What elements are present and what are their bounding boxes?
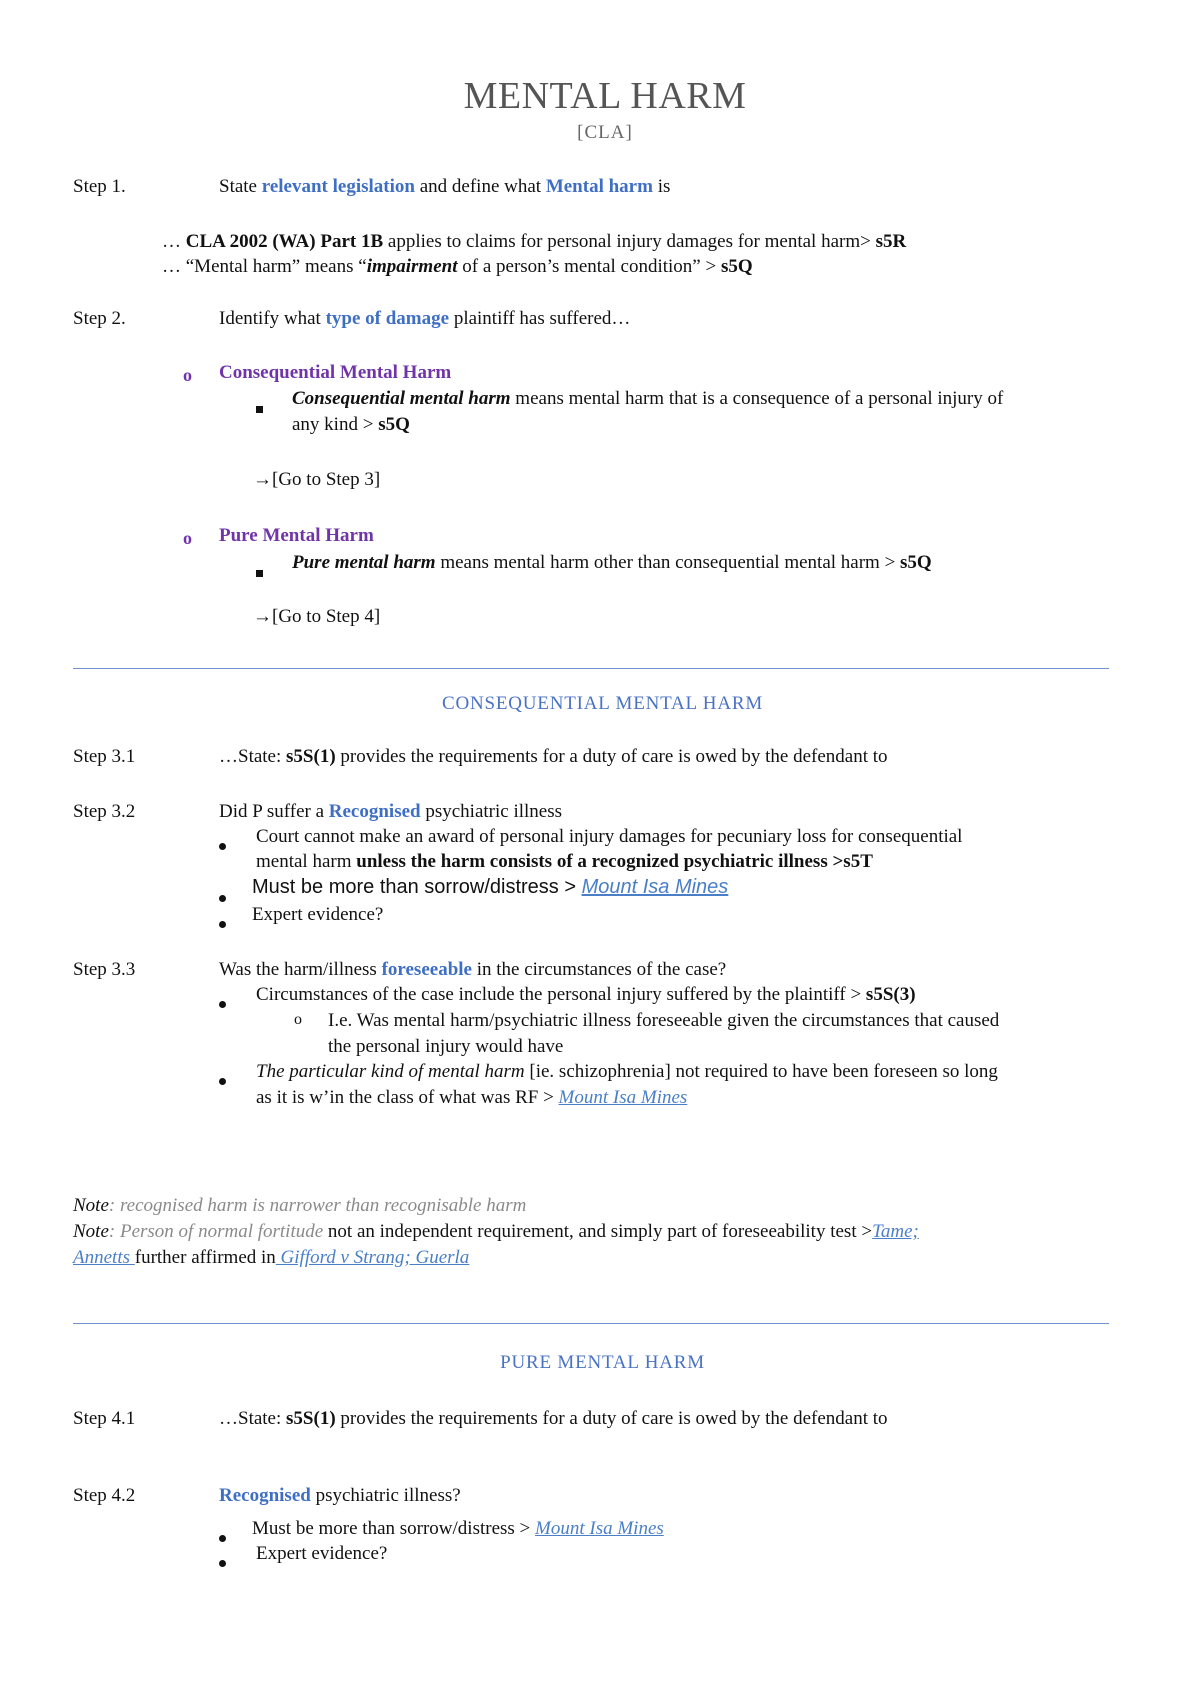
step-3-2-text: Did P suffer a Recognised psychiatric illness [219, 801, 563, 822]
section-divider [73, 1323, 1109, 1324]
step-4-2-text: Recognised psychiatric illness? [219, 1485, 461, 1506]
goto-step-4: →[Go to Step 4] [253, 606, 381, 627]
pure-definition: Pure mental harm means mental harm other than consequential mental harm > s5Q [292, 552, 932, 573]
pure-section-heading: PURE MENTAL HARM [500, 1352, 705, 1373]
step-2-label: Step 2. [73, 308, 126, 329]
step-4-1-text: …State: s5S(1) provides the requirements for a duty of care is owed by the defendant to [219, 1408, 888, 1429]
square-bullet-icon [256, 397, 263, 419]
step-3-1-text: …State: s5S(1) provides the requirements for a duty of care is owed by the defendant to [219, 746, 888, 767]
dot-bullet-icon [219, 992, 226, 1014]
step-1-line-1: … CLA 2002 (WA) Part 1B applies to claims for personal injury damages for mental harm> s5R [162, 231, 907, 252]
circle-bullet-icon: o [183, 365, 192, 385]
page-subtitle: [CLA] [577, 122, 633, 143]
consequential-definition-line-1: Consequential mental harm means mental harm that is a consequence of a personal injury of [292, 388, 1004, 409]
tame-link[interactable]: Tame; [872, 1221, 919, 1242]
step-3-2-bullet-1-line-1: Court cannot make an award of personal injury damages for pecuniary loss for consequential [256, 826, 963, 847]
goto-step-3: →[Go to Step 3] [253, 469, 381, 490]
step-1-text: State relevant legislation and define what Mental harm is [219, 176, 671, 197]
circle-bullet-icon: o [183, 528, 192, 548]
section-divider [73, 668, 1109, 669]
consequential-definition-line-2: any kind > s5Q [292, 414, 410, 435]
page-title: MENTAL HARM [463, 75, 747, 117]
gifford-v-strang-link[interactable]: Gifford v Strang; Guerla [275, 1247, 470, 1268]
consequential-section-heading: CONSEQUENTIAL MENTAL HARM [441, 693, 764, 714]
dot-bullet-icon [219, 834, 226, 856]
note-2-line-1: Note: Person of normal fortitude not an independent requirement, and simply part of foreseeability test >Tame; [73, 1221, 919, 1242]
mount-isa-mines-link[interactable]: Mount Isa Mines [535, 1518, 664, 1539]
dot-bullet-icon [219, 912, 226, 934]
mount-isa-mines-link[interactable]: Mount Isa Mines [581, 876, 729, 898]
step-2-text: Identify what type of damage plaintiff has suffered… [219, 308, 631, 329]
consequential-heading: Consequential Mental Harm [219, 362, 452, 383]
step-3-3-sub-line-2: the personal injury would have [328, 1036, 564, 1057]
step-3-3-bullet-1: Circumstances of the case include the personal injury suffered by the plaintiff > s5S(3) [256, 984, 916, 1005]
step-3-3-bullet-2-line-2: as it is w’in the class of what was RF > Mount Isa Mines [256, 1087, 688, 1108]
annetts-link[interactable]: Annetts [73, 1247, 135, 1268]
step-3-2-label: Step 3.2 [73, 801, 136, 822]
mount-isa-mines-link[interactable]: Mount Isa Mines [558, 1087, 688, 1108]
step-3-3-label: Step 3.3 [73, 959, 136, 980]
hollow-bullet-icon: o [294, 1011, 302, 1028]
step-1-line-2: … “Mental harm” means “impairment of a person’s mental condition” > s5Q [162, 256, 753, 277]
step-3-1-label: Step 3.1 [73, 746, 136, 767]
square-bullet-icon [256, 561, 263, 583]
dot-bullet-icon [219, 1069, 226, 1091]
step-3-2-bullet-3: Expert evidence? [252, 904, 384, 925]
step-4-2-label: Step 4.2 [73, 1485, 136, 1506]
step-4-2-bullet-1: Must be more than sorrow/distress > Mount Isa Mines [252, 1518, 664, 1539]
dot-bullet-icon [219, 1551, 226, 1573]
step-3-3-sub-line-1: I.e. Was mental harm/psychiatric illness foreseeable given the circumstances that caused [328, 1010, 1000, 1031]
step-3-3-bullet-2-line-1: The particular kind of mental harm [ie. schizophrenia] not required to have been foreseen so long [256, 1061, 998, 1082]
pure-heading: Pure Mental Harm [219, 525, 374, 546]
note-1: Note: recognised harm is narrower than recognisable harm [73, 1195, 527, 1216]
step-4-1-label: Step 4.1 [73, 1408, 136, 1429]
step-1-label: Step 1. [73, 176, 126, 197]
dot-bullet-icon [219, 1526, 226, 1548]
step-3-3-text: Was the harm/illness foreseeable in the circumstances of the case? [219, 959, 727, 980]
step-4-2-bullet-2: Expert evidence? [256, 1543, 388, 1564]
step-3-2-bullet-1-line-2: mental harm unless the harm consists of a recognized psychiatric illness >s5T [256, 851, 873, 872]
note-2-line-2: Annetts further affirmed in Gifford v Strang; Guerla [73, 1247, 470, 1268]
step-3-2-bullet-2: Must be more than sorrow/distress > Mount Isa Mines [252, 876, 729, 898]
dot-bullet-icon [219, 886, 226, 908]
